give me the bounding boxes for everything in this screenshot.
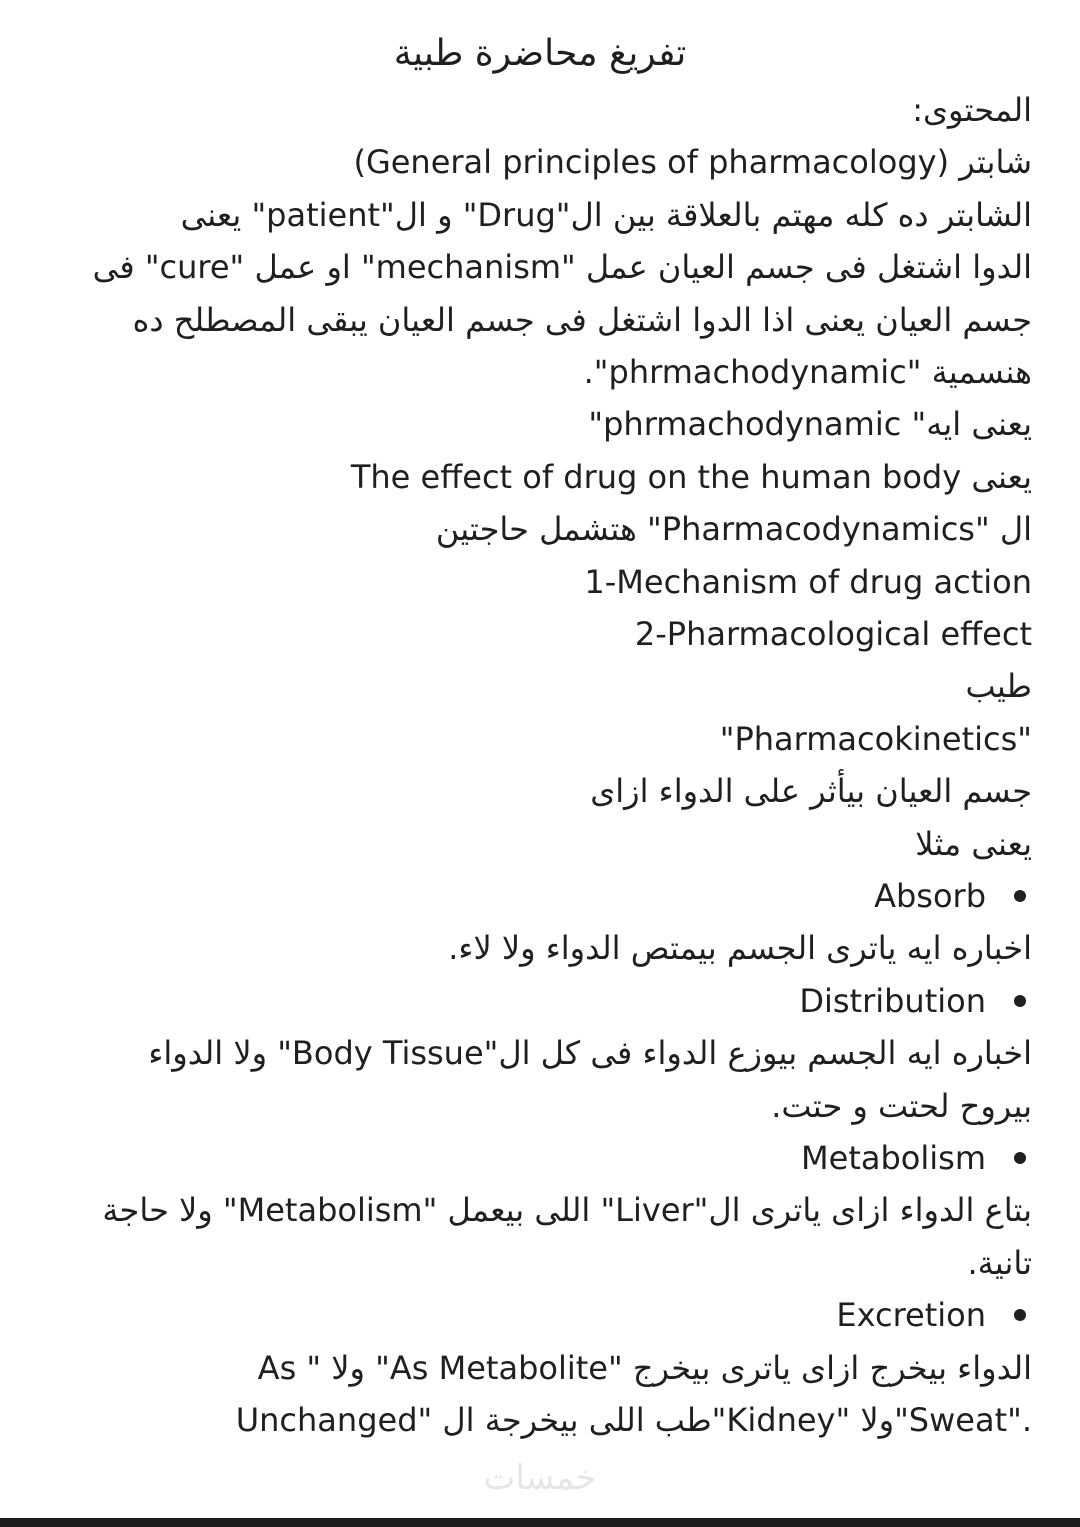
bullet-distribution	[70, 975, 1032, 1027]
text-line: ال "Pharmacodynamics" هتشمل حاجتين	[435, 510, 1032, 549]
text-line: Unchanged" طب اللى بيخرجة ال"Kidney" ولا"Sweat".	[235, 1401, 1032, 1440]
text-line: بيروح لحتت و حتت.	[771, 1086, 1032, 1125]
text-line: بتاع الدواء ازاى ياترى ال"Liver" اللى بيعمل "Metabolism" ولا حاجة	[102, 1191, 1032, 1230]
text-line: 1-Mechanism of drug action	[584, 562, 1032, 601]
bullet-metabolism	[70, 1132, 1032, 1184]
text-line: اخباره ايه الجسم بيوزع الدواء فى كل ال"Body Tissue" ولا الدواء	[148, 1034, 1032, 1073]
bullet-label: Excretion	[836, 1296, 986, 1335]
text-line: الشابتر ده كله مهتم بالعلاقة بين ال"Drug" و ال"patient" يعنى	[180, 195, 1032, 234]
text-line: المحتوى:	[912, 91, 1032, 129]
bullet-label: Distribution	[799, 981, 986, 1020]
bottom-edge-bar	[0, 1518, 1080, 1527]
text-line: تانية.	[967, 1243, 1032, 1282]
text-line: يعنى مثلا	[915, 824, 1032, 863]
text-line: الدوا اشتغل فى جسم العيان عمل "mechanism" او عمل "cure" فى	[92, 248, 1032, 287]
text-line: هنسمية "phrmachodynamic".	[583, 353, 1032, 392]
watermark-logo: خمسات	[483, 1458, 597, 1498]
document-body	[70, 84, 1032, 1447]
bullet-label: Metabolism	[801, 1139, 986, 1178]
bullet-dot-icon	[1014, 890, 1026, 902]
bullet-dot-icon	[1014, 1309, 1026, 1321]
bullet-label: Absorb	[874, 877, 986, 916]
text-line: جسم العيان يعنى اذا الدوا اشتغل فى جسم العيان يبقى المصطلح ده	[132, 300, 1032, 339]
text-line: شابتر (General principles of pharmacology)	[353, 143, 1032, 182]
text-line: اخباره ايه ياترى الجسم بيمتص الدواء ولا لاء.	[448, 929, 1032, 968]
bullet-excretion	[70, 1289, 1032, 1341]
text-line: "Pharmacokinetics"	[719, 719, 1032, 758]
bullet-absorb	[70, 870, 1032, 922]
bullet-dot-icon	[1014, 1152, 1026, 1164]
bullet-dot-icon	[1014, 995, 1026, 1007]
page-title: تفريغ محاضرة طبية	[393, 33, 687, 74]
text-line: 2-Pharmacological effect	[634, 615, 1032, 654]
text-line: يعنى ايه" phrmachodynamic"	[588, 405, 1032, 444]
text-line: جسم العيان بيأثر على الدواء ازاى	[590, 772, 1032, 811]
text-line: طيب	[965, 667, 1032, 706]
text-line: الدواء بيخرج ازاى ياترى بيخرج "As Metabolite" ولا " As	[257, 1348, 1032, 1387]
text-line: يعنى The effect of drug on the human body	[350, 457, 1032, 496]
